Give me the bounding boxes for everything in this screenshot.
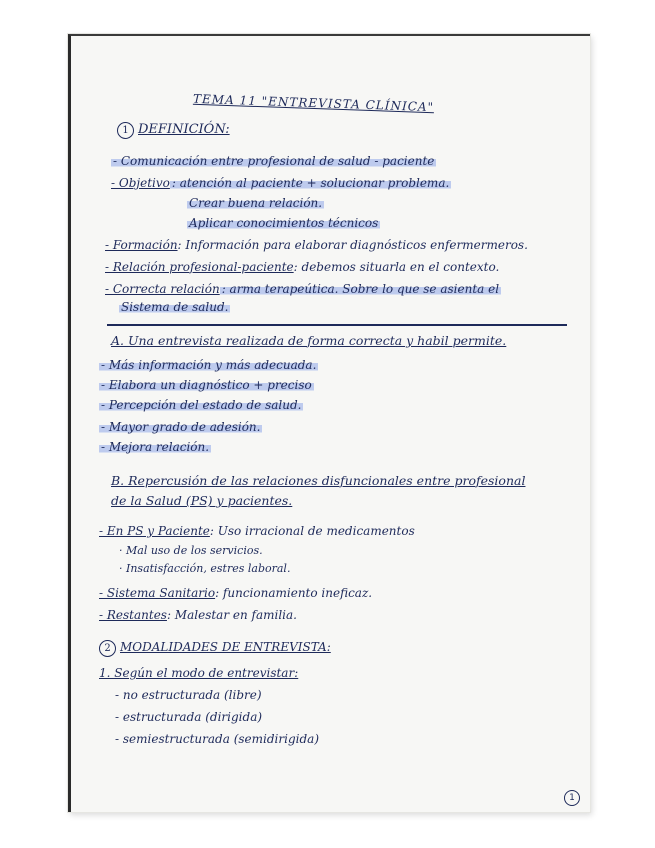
- section-b-heading: B. Repercusión de las relaciones disfuncionales entre profesional: [111, 473, 526, 488]
- list-item-text: · Insatisfacción, estres laboral.: [119, 562, 291, 575]
- list-item-label: - Restantes: [99, 608, 167, 622]
- list-item: [99, 378, 314, 392]
- section-a-heading: A. Una entrevista realizada de forma correcta y habil permite.: [111, 333, 507, 348]
- sub-heading: 1. Según el modo de entrevistar:: [99, 666, 299, 680]
- list-item: [119, 562, 290, 576]
- list-item: [99, 440, 211, 454]
- definition-item: [111, 176, 451, 190]
- list-item-text: - Mayor grado de adesión.: [101, 420, 261, 434]
- definition-item: [187, 216, 380, 230]
- list-item-text: - Elabora un diagnóstico + preciso: [101, 378, 312, 392]
- definition-label: - Objetivo: [111, 176, 170, 190]
- section-1-heading: DEFINICIÓN:: [138, 122, 230, 137]
- page-number: 1: [564, 790, 580, 806]
- list-item-text: - no estructurada (libre): [115, 688, 262, 702]
- list-item: [99, 358, 318, 372]
- definition-text: Aplicar conocimientos técnicos: [189, 216, 379, 230]
- list-item-text: - estructurada (dirigida): [115, 710, 263, 724]
- list-item: [115, 732, 319, 746]
- list-item-text: - Percepción del estado de salud.: [101, 398, 302, 412]
- list-item: [115, 710, 262, 724]
- list-item: [119, 544, 263, 558]
- definition-label: - Correcta relación: [105, 282, 220, 296]
- list-item-text: - Más información y más adecuada.: [101, 358, 317, 372]
- page-title: TEMA 11 "ENTREVISTA CLÍNICA": [192, 91, 435, 115]
- notebook-page: [68, 34, 590, 812]
- list-item-text: : Uso irracional de medicamentos: [209, 524, 415, 538]
- section-2-heading-row: [99, 640, 331, 657]
- list-item: [99, 586, 372, 600]
- definition-item: [105, 238, 528, 252]
- list-item-label: - Sistema Sanitario: [99, 586, 216, 600]
- definition-label: - Formación: [105, 238, 178, 252]
- list-item: [115, 688, 262, 702]
- list-item-label: - En PS y Paciente: [99, 524, 210, 538]
- section-1-heading-row: [117, 122, 230, 139]
- list-item: [99, 608, 297, 622]
- list-item: [99, 524, 415, 538]
- list-item-text: : funcionamiento ineficaz.: [215, 586, 373, 600]
- definition-text: Sistema de salud.: [121, 300, 229, 314]
- section-number-badge: 2: [99, 640, 116, 657]
- definition-item: [105, 260, 499, 274]
- list-item-text: · Mal uso de los servicios.: [119, 544, 263, 557]
- definition-item: [111, 154, 436, 168]
- section-2-heading: MODALIDADES DE ENTREVISTA:: [120, 640, 331, 654]
- definition-text: : arma terapeútica. Sobre lo que se asienta el: [221, 282, 500, 296]
- definition-item: [119, 300, 230, 314]
- list-item: [99, 420, 262, 434]
- definition-text: : debemos situarla en el contexto.: [293, 260, 500, 274]
- definition-item: [105, 282, 501, 296]
- list-item-text: - semiestructurada (semidirigida): [115, 732, 319, 746]
- list-item-text: : Malestar en familia.: [166, 608, 297, 622]
- definition-label: - Relación profesional-paciente: [105, 260, 294, 274]
- list-item-text: - Mejora relación.: [101, 440, 210, 454]
- section-divider: [107, 324, 567, 326]
- section-b-heading: de la Salud (PS) y pacientes.: [111, 493, 293, 508]
- list-item: [99, 398, 303, 412]
- definition-text: Crear buena relación.: [189, 196, 323, 210]
- definition-item: [187, 196, 324, 210]
- definition-text: : Información para elaborar diagnósticos enfermermeros.: [177, 238, 528, 252]
- section-number-badge: 1: [117, 122, 134, 139]
- definition-text: : atención al paciente + solucionar problema.: [171, 176, 450, 190]
- definition-text: - Comunicación entre profesional de salud - paciente: [113, 154, 435, 168]
